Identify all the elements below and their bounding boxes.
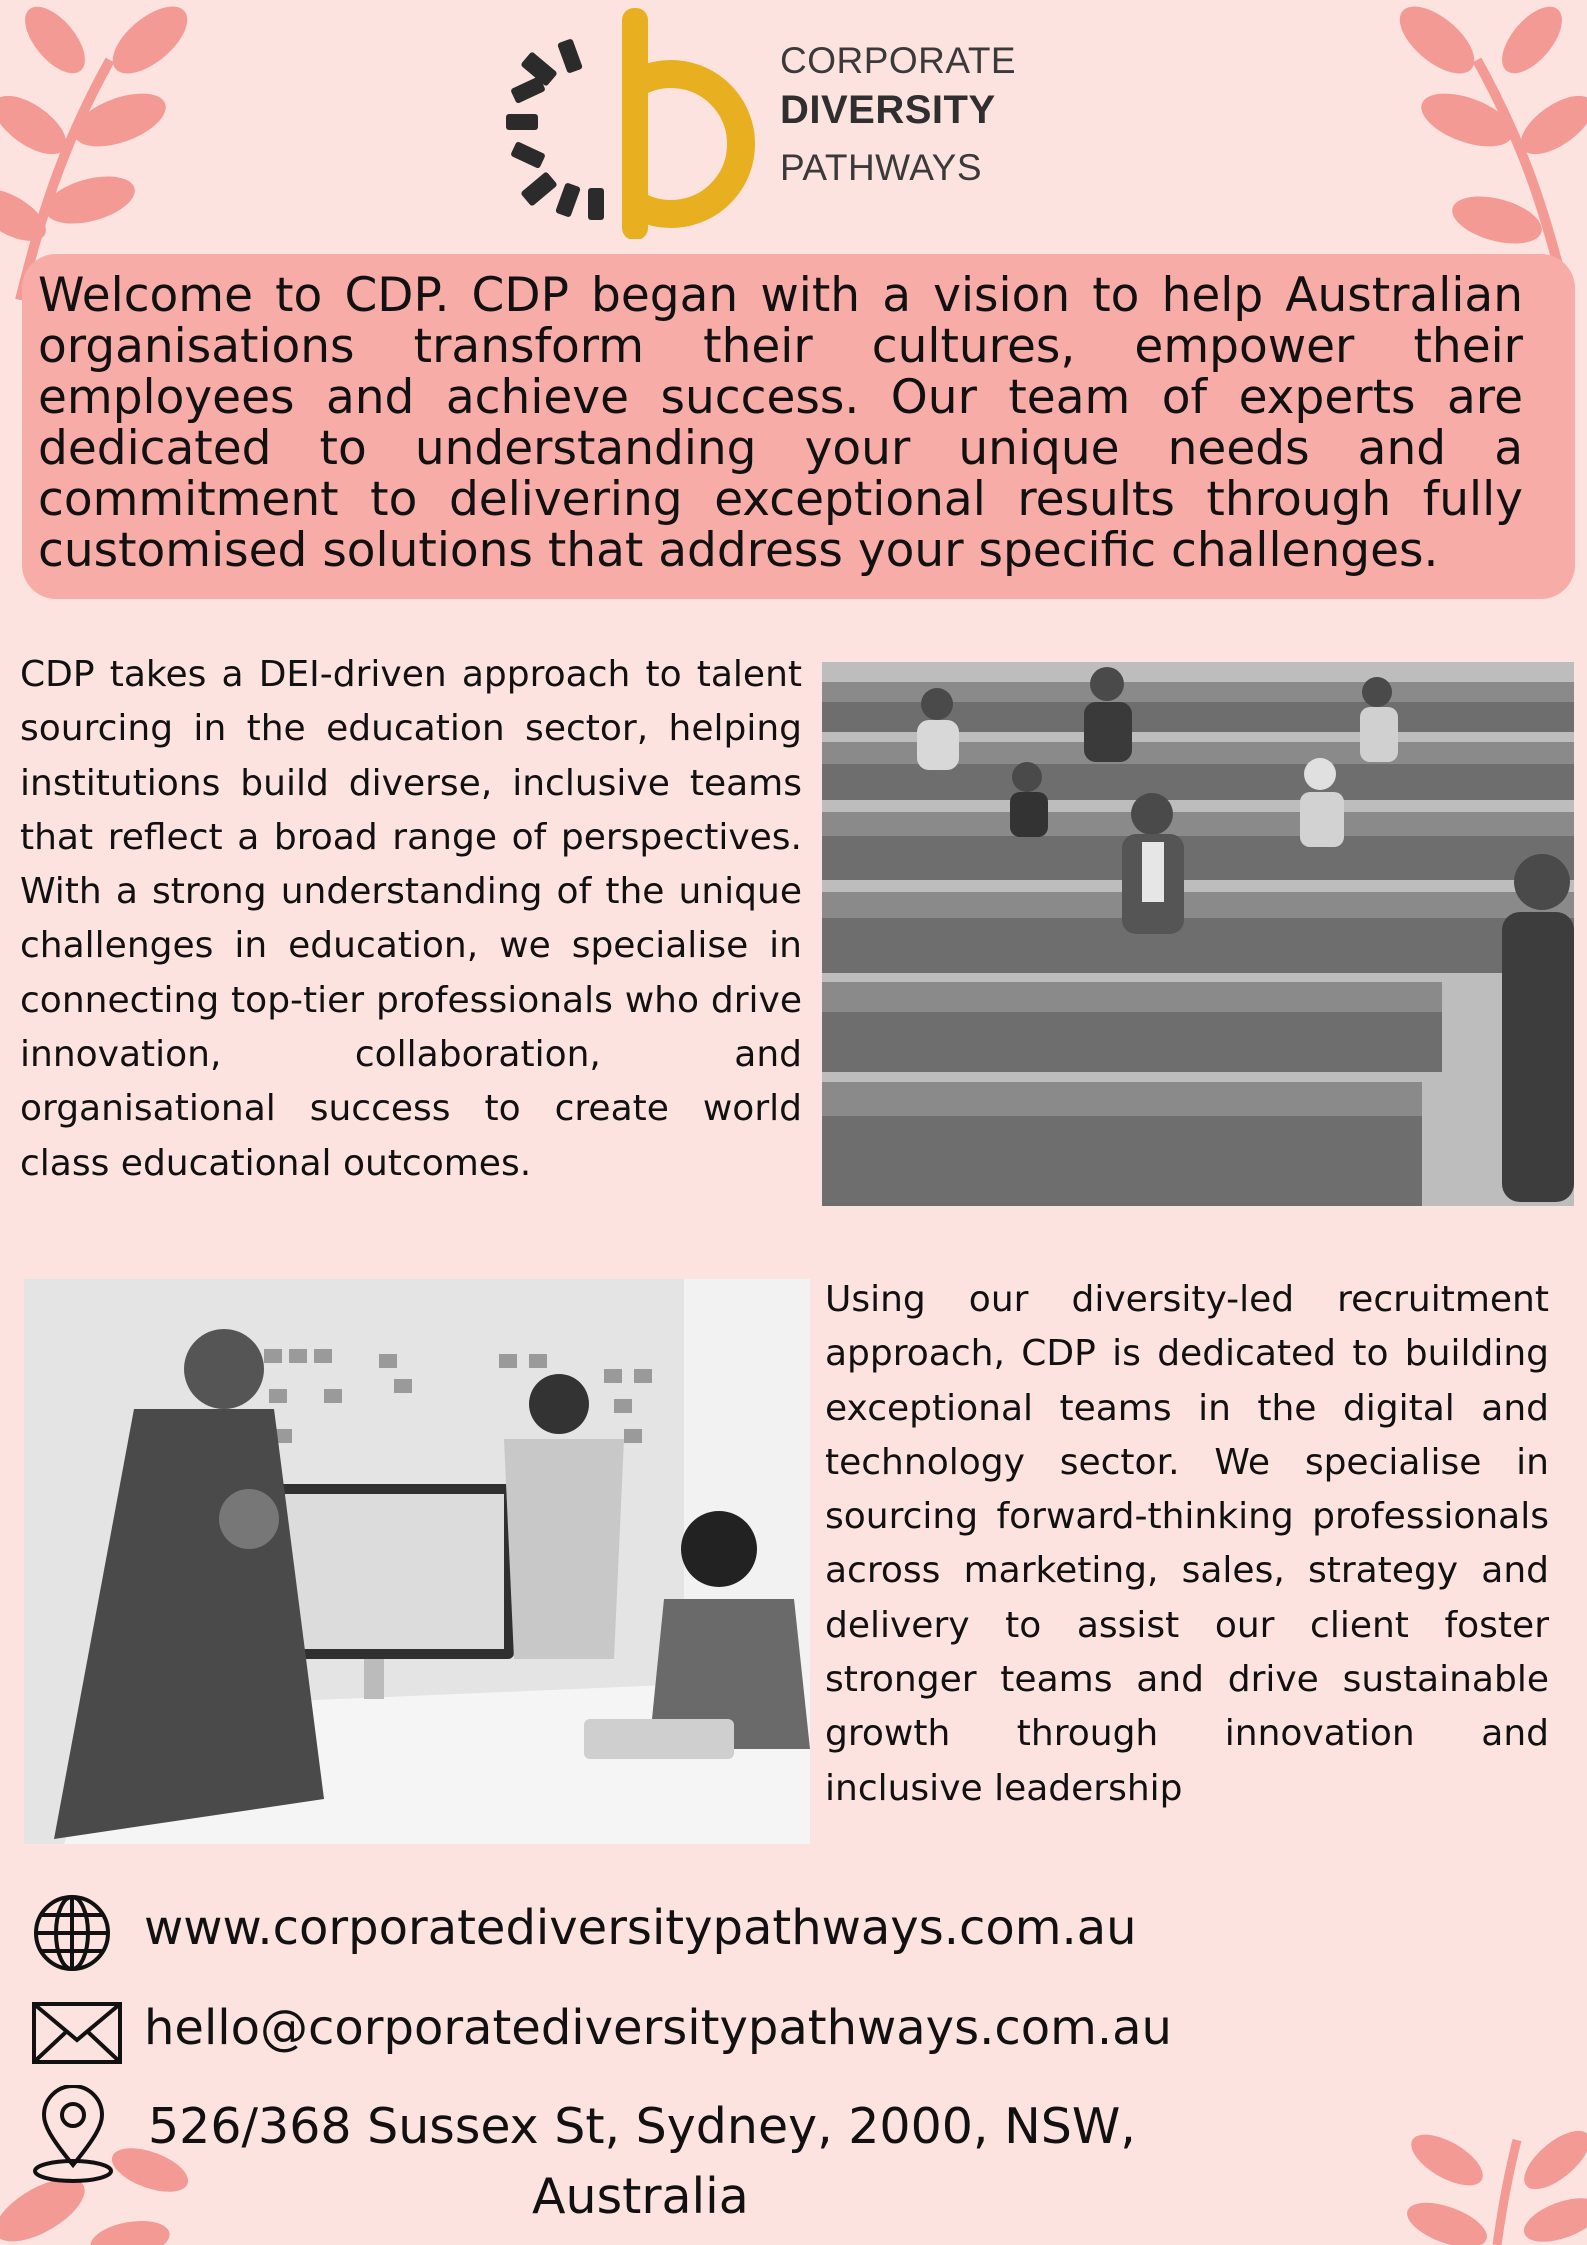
- digital-sector-paragraph: Using our diversity-led recruitment approach, CDP is dedicated to building exceptional teams in the digital and technology sector. We specialise in sourcing forward-thinking professionals across marketing, sales, strategy and delivery to assist our client foster stronger teams and drive sustainable growth through innovation and inclusive leadership: [825, 1279, 1549, 1809]
- brand-name-line-2: DIVERSITY: [780, 88, 996, 132]
- website-link[interactable]: www.corporatediversitypathways.com.au: [144, 1900, 1137, 1956]
- classroom-photo: [822, 662, 1574, 1206]
- address-line-2: Australia: [532, 2168, 749, 2225]
- welcome-text: Welcome to CDP. CDP began with a vision to help Australian organisations transform their cultures, empower their employees and achieve success. Our team of experts are dedicated to understanding your unique needs and a commitment to delivering exceptional results through fully customised solutions that address your specific challenges.: [38, 268, 1523, 578]
- education-sector-paragraph: CDP takes a DEI-driven approach to talent sourcing in the education sector, helping institutions build diverse, inclusive teams that reflect a broad range of perspectives. With a strong understanding of the unique challenges in education, we specialise in connecting top-tier professionals who drive innovation, collaboration, and organisational success to create world class educational outcomes.: [20, 654, 802, 1184]
- address-line-1: 526/368 Sussex St, Sydney, 2000, NSW,: [148, 2098, 1136, 2155]
- location-pin-icon: [30, 2085, 116, 2185]
- office-team-photo: [24, 1279, 810, 1844]
- brand-name-line-3: PATHWAYS: [780, 147, 983, 188]
- email-link[interactable]: hello@corporatediversitypathways.com.au: [144, 2000, 1172, 2056]
- globe-icon: [32, 1893, 112, 1973]
- mail-icon: [32, 2002, 122, 2064]
- brand-name-line-1: CORPORATE: [780, 40, 1017, 81]
- leaf-decoration-bottom-right-icon: [1387, 2120, 1587, 2245]
- cdp-logo-icon: [500, 4, 770, 239]
